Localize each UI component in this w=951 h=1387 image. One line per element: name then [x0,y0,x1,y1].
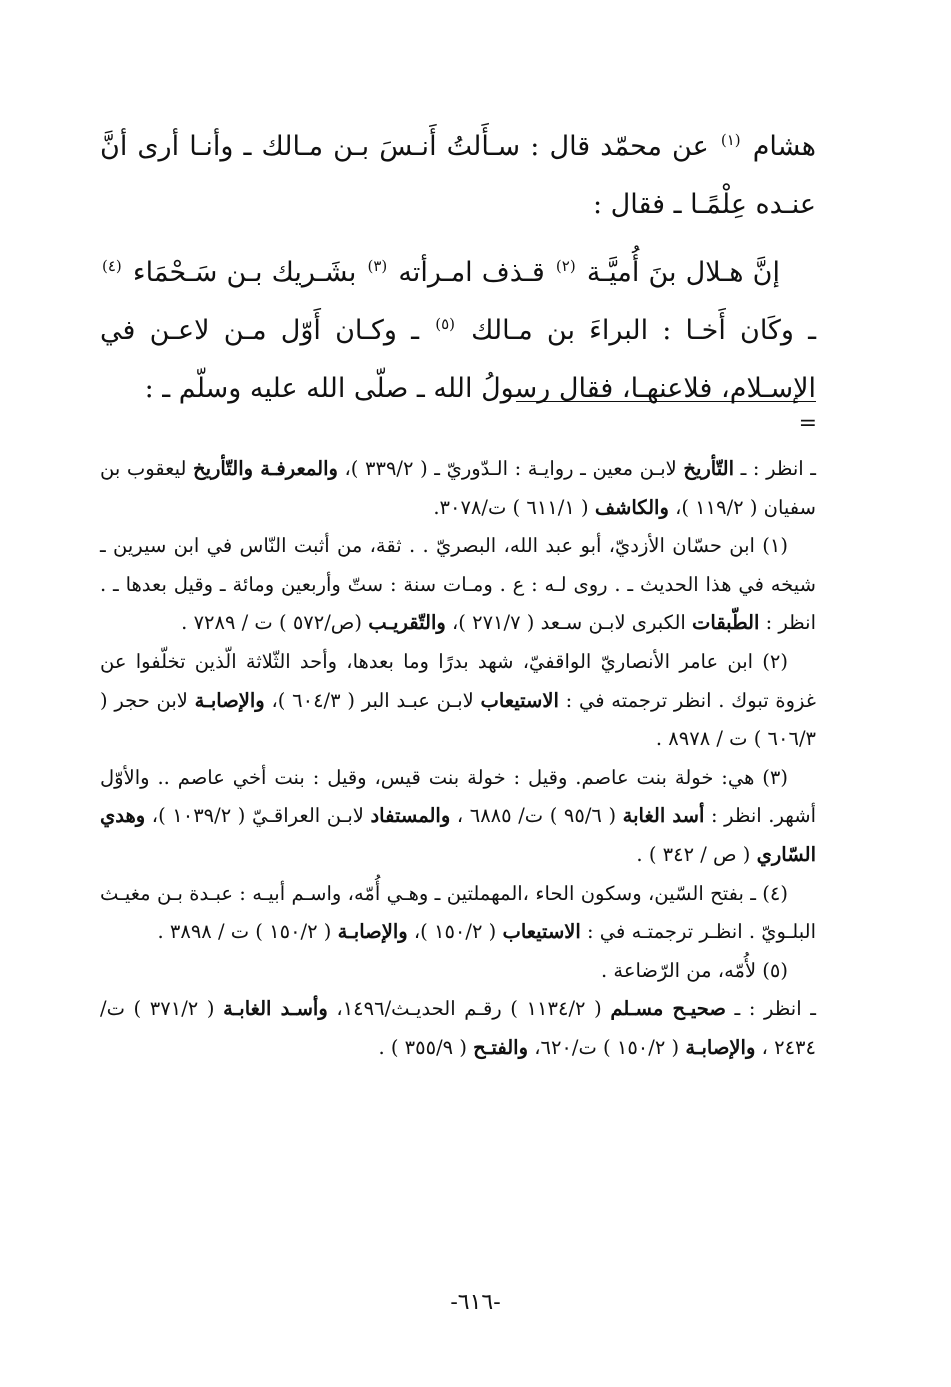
source-title: والتّقريـب [368,611,446,635]
footnote-text: ( ص / ٣٤٢ ) . [636,842,751,866]
footnote-ref-5[interactable]: (٥) [435,315,455,333]
footnote-continuation [100,450,816,527]
footnote-ref-1[interactable]: (١) [720,131,741,149]
source-title: الاستيعاب [480,688,559,712]
source-title: والفتـح [473,1035,528,1059]
source-title: والمعرفـة والتّأريخ [193,457,338,480]
source-title: صحيـح مسـلم [610,997,726,1021]
continuation-mark: = [798,411,817,436]
main-text-segment: هشام [752,131,816,162]
footnote-text: (١) ابن حسّان الأزديّ، أبو عبد الله، البصريّ . . ثقة، من أثبت النّاس في ابن سيرين ـ شيخه في هذا الحديث ـ . روى لـه : ع . ومـات سنة : ستّ وأربعين ومائة ـ وقيل بعدها ـ . انظر : [100,534,816,635]
main-text-segment: عن محمّد قال : سـأَلتُ أَنـسَ بـن مـالك ـ وأنـا أرى أنَّ عنـده عِلْمًـا ـ فقال : [100,131,816,220]
footnote-text: ليعقوب بن سفيان ( ١١٩/٢ )، [100,457,816,519]
source-title: الطّبقات [692,611,760,635]
source-title: والمستفاد [370,804,451,828]
source-title: وأسـد الغابـة [223,997,328,1021]
footnote-text: ( ٦١١/١ ) ت/٣٠٧٨. [433,495,589,519]
footnote-text: ـ انظر : ـ [734,997,816,1021]
main-text-segment: ـ وكـان أَوّل مـن لاعـن في الإسـلام، فلاعنهـا، فقال رسولُ الله ـ صلّى الله عليه وسلّم ـ : [100,315,816,404]
main-paragraph-1 [100,118,816,234]
source-title: التّأريخ [683,457,734,480]
main-text-segment: ـ وكَان أَخـا : البراءَ بن مـالك [471,315,816,346]
footnote-text: لابن حجر ( ٦٠٦/٣ ) ت / ٨٩٧٨ . [100,688,816,751]
footnote-1 [100,527,816,643]
footnote-text: لابـن معين ـ روايـة : الـدّوريّ ـ ( ٣٣٩/٢ )، [344,457,677,480]
footnote-text: لابـن العراقـيّ ( ١٠٣٩/٢ )، [151,804,364,828]
footnote-text: (٤) ـ بفتح السّين، وسكون الحاء ،المهملتين ـ وهـي أُمّه، واسـم أبيـه : عبـدة بـن مغيـث البلـويّ . انظـر ترجمتـه في : [100,881,816,944]
footnote-separator-line [516,401,816,402]
source-title: والإصابـة [337,920,408,944]
main-text-segment: قـذف امـرأته [398,257,545,288]
source-title: أسد الغابة [622,804,705,828]
footnote-ref-2[interactable]: (٢) [555,257,576,275]
footnotes [100,450,816,1068]
footnote-text: (ص/٥٧٢ ) ت / ٧٢٨٩ . [181,611,362,635]
main-text-segment: بشَـريك بـن سَـحْمَاء [132,257,357,288]
source-title: والإصابـة [194,688,265,712]
source-title: والإصابـة [685,1035,756,1059]
footnote-ref-4[interactable]: (٤) [102,257,122,275]
footnote-text: ( ٣٧١/٢ ) ت/٢٤٣٤ ، [100,997,816,1059]
footnote-text: الكبرى لابـن سـعد ( ٢٧١/٧ )، [451,611,686,635]
source-title: وهدي السّاري [100,804,816,866]
footnote-text: (٢) ابن عامر الأنصاريّ الواقفيّ، شهد بدرًا وما بعدها، وأحد الثّلاثة الّذين تخلّفوا عن غزوة تبوك . انظر ترجمته في : [100,649,816,712]
footnote-text: ( ١٥٠/٢ )، [413,920,497,944]
footnote-2 [100,643,816,759]
footnote-4 [100,875,816,952]
footnote-3 [100,759,816,875]
footnote-ref-3[interactable]: (٣) [367,257,388,275]
footnote-text: (٣) هي: خولة بنت عاصم. وقيل : خولة بنت قيس، وقيل : بنت أخي عاصم .. والأوّل أشهر. انظر : [100,765,816,828]
footnote-text: ( ٣٥٥/٩ ) . [378,1035,467,1059]
footnote-text: ( ١٥٠/٢ ) ت / ٣٨٩٨ . [157,920,332,944]
main-paragraph-2 [100,244,816,418]
source-title: والكاشف [594,495,669,519]
footnote-text: (٥) لأُمّه، من الرّضاعة . [600,958,788,982]
main-text-segment: إنَّ هـلال بنَ أُميَّـة [586,257,780,288]
footnote-5 [100,952,816,991]
footnote-text: ( ١٥٠/٢ ) ت/٦٢٠، [534,1035,680,1059]
main-text [100,118,816,418]
footnote-text: ( ١١٣٤/٢ ) رقـم الحديـث/١٤٩٦، [336,997,602,1021]
source-title: الاستيعاب [502,920,581,944]
footnote-text: ـ انظر : ـ [740,457,816,480]
page-number: -٦١٦- [450,1290,501,1315]
footnote-sources [100,990,816,1067]
footnote-text: ( ٩٥/٦ ) ت/ ٦٨٨٥ ، [456,804,617,828]
footnote-text: لابـن عبـد البر ( ٦٠٤/٣ )، [271,688,474,712]
